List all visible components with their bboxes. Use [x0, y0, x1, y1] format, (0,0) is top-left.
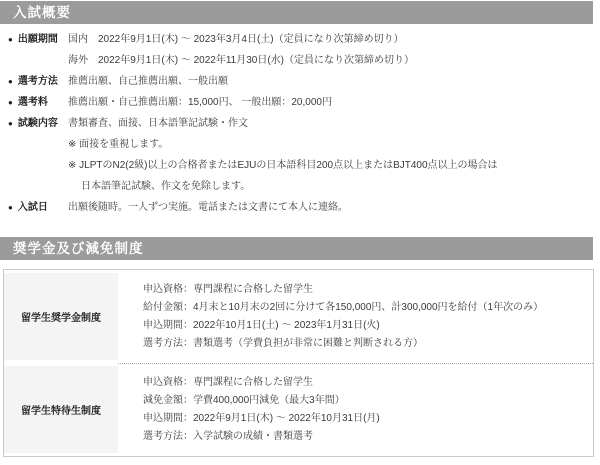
bullet-icon: ● [8, 77, 13, 86]
value-line: 国内 2022年9月1日(木) ～ 2023年3月4日(土)（定員になり次第締め切り） [68, 34, 404, 45]
overview-item-label: 出願期間 [17, 34, 58, 45]
overview-item-value [68, 92, 600, 113]
value-line: 海外 2022年9月1日(木) ～ 2022年11月30日(水)（定員になり次第締め切り） [68, 55, 414, 66]
overview-item-value [68, 197, 600, 218]
value-line: 書類審査、面接、日本語筆記試験・作文 [68, 118, 248, 129]
detail-line: 申込期間：2022年10月1日(土) ～ 2023年1月31日(火) [143, 319, 380, 331]
detail-line: 減免金額：学費400,000円減免（最大3年間） [143, 395, 345, 406]
table-row-scholarship-system [4, 270, 593, 363]
value-line: 推薦出願・自己推薦出願：15,000円、 一般出願：20,000円 [68, 97, 332, 108]
section-header-exam-overview [0, 1, 593, 24]
overview-row-screening-fee [8, 92, 600, 113]
note-continuation-line: 日本語筆記試験、作文を免除します。 [81, 181, 251, 192]
detail-line: 選考方法：入学試験の成績・書類選考 [143, 431, 313, 442]
overview-item-label: 試験内容 [17, 118, 58, 129]
table-row-special-student-system [4, 363, 593, 456]
detail-line: 申込資格：専門課程に合格した留学生 [143, 283, 313, 295]
row-header-cell: 留学生奨学金制度 [4, 273, 118, 360]
detail-line: 申込期間：2022年9月1日(木) ～ 2022年10月31日(月) [143, 413, 380, 424]
overview-item-label: 選考方法 [17, 76, 58, 87]
bullet-icon: ● [8, 98, 13, 107]
overview-item-value [68, 29, 600, 71]
bullet-icon: ● [8, 203, 13, 212]
overview-item-value [68, 71, 600, 92]
value-line: 推薦出願、自己推薦出願、一般出願 [68, 76, 228, 87]
overview-row-application-period [8, 29, 600, 71]
note-line: ※ JLPTのN2(2級)以上の合格者またはEJUの日本語科目200点以上またはBJT400点以上の場合は [68, 160, 498, 171]
value-line: 出願後随時。一人ずつ実施。電話または文書にて本人に連絡。 [68, 202, 348, 213]
bullet-icon: ● [8, 35, 13, 44]
row-detail-cell [118, 363, 593, 456]
scholarship-table [3, 269, 594, 457]
overview-item-label: 入試日 [17, 202, 48, 213]
detail-line: 給付金額：4月末と10月末の2回に分けて各150,000円、計300,000円を給付（1年次のみ） [143, 301, 544, 313]
exam-overview-list [0, 24, 600, 218]
section-title: 奨学金及び減免制度 [13, 241, 144, 256]
overview-item-label: 選考料 [17, 97, 48, 108]
section-title: 入試概要 [13, 5, 71, 20]
row-detail-cell [118, 270, 593, 363]
note-line: ※ 面接を重視します。 [68, 139, 169, 150]
row-header-cell: 留学生特待生制度 [4, 366, 118, 453]
detail-line: 申込資格：専門課程に合格した留学生 [143, 377, 313, 388]
section-header-scholarship [0, 237, 593, 260]
bullet-icon: ● [8, 119, 13, 128]
overview-row-selection-method [8, 71, 600, 92]
overview-item-value [68, 113, 600, 197]
detail-line: 選考方法：書類選考（学費負担が非常に困難と判断される方） [143, 337, 423, 349]
overview-row-exam-content [8, 113, 600, 197]
overview-row-exam-date [8, 197, 600, 218]
